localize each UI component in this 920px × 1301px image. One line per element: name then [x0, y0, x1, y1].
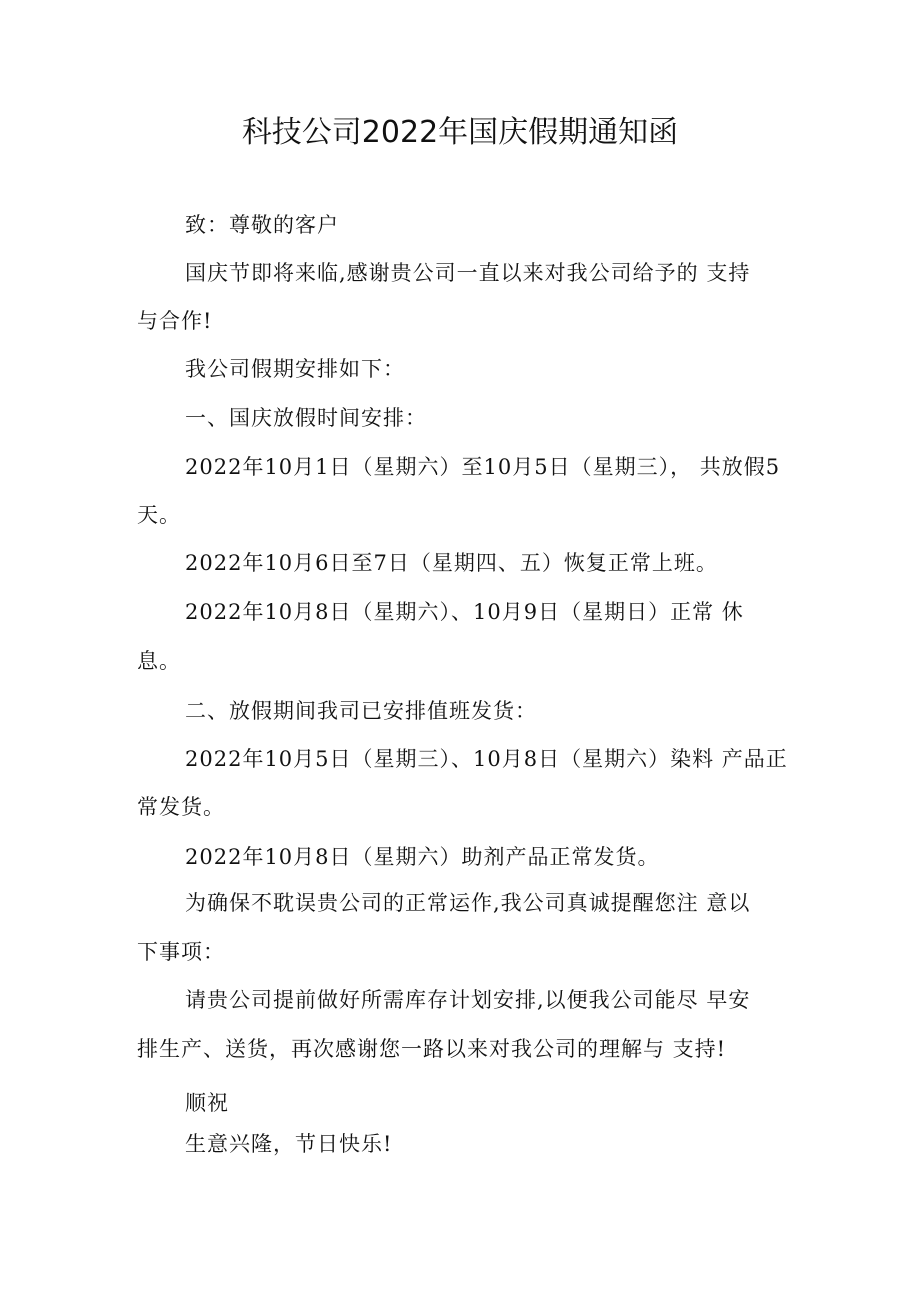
body-line: 2022年10月8日（星期六）助剂产品正常发货。 [185, 845, 660, 869]
body-line: 常发货。 [137, 795, 225, 819]
section-heading-1: 一、国庆放假时间安排： [185, 406, 427, 430]
body-line: 我公司假期安排如下： [185, 357, 405, 381]
body-line: 为确保不耽误贵公司的正常运作,我公司真诚提醒您注 意以 [185, 891, 751, 915]
body-line: 息。 [137, 649, 181, 673]
body-line: 天。 [137, 503, 181, 527]
body-line: 2022年10月5日（星期三）、10月8日（星期六）染料 产品正 [185, 747, 788, 771]
salutation: 致：尊敬的客户 [185, 213, 339, 237]
closing-wish: 生意兴隆，节日快乐! [185, 1132, 393, 1156]
body-line: 请贵公司提前做好所需库存计划安排,以便我公司能尽 早安 [185, 988, 751, 1012]
body-line: 2022年10月6日至7日（星期四、五）恢复正常上班。 [185, 551, 718, 575]
body-line: 2022年10月1日（星期六）至10月5日（星期三）， 共放假5 [185, 455, 781, 479]
body-line: 与合作! [137, 309, 213, 333]
body-line: 2022年10月8日（星期六）、10月9日（星期日）正常 休 [185, 600, 744, 624]
section-heading-2: 二、放假期间我司已安排值班发货： [185, 699, 537, 723]
body-line: 排生产、送货，再次感谢您一路以来对我公司的理解与 支持! [137, 1037, 727, 1061]
body-line: 下事项： [137, 940, 225, 964]
body-line: 国庆节即将来临,感谢贵公司一直以来对我公司给予的 支持 [185, 261, 751, 285]
document-title: 科技公司2022年国庆假期通知函 [241, 115, 679, 150]
closing-line: 顺祝 [185, 1091, 229, 1115]
